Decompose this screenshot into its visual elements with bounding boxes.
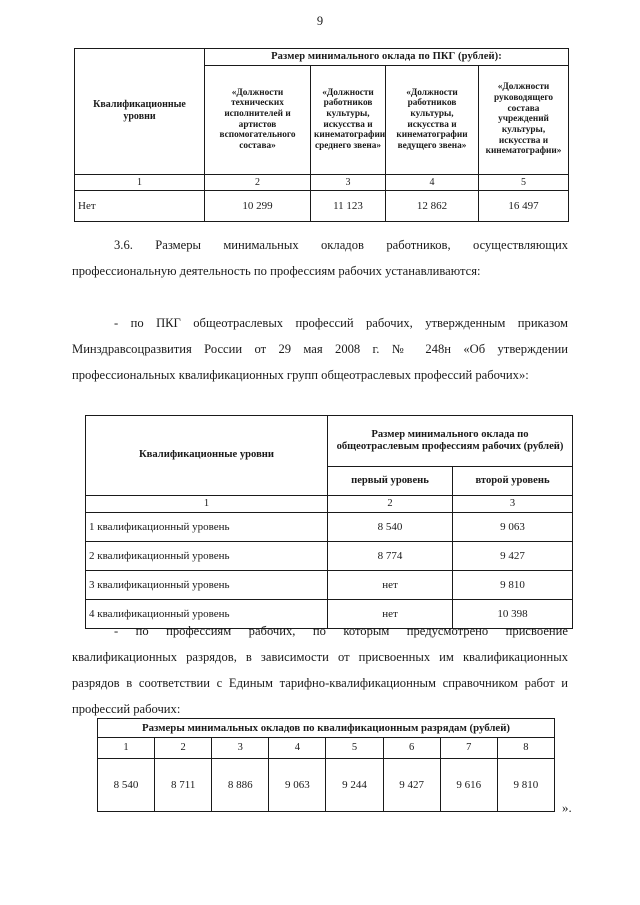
paragraph-professions-ranks: - по профессиям рабочих, по которым предусмотрено присвоение квалификационных разрядов, в зависимости от присвоенных им квалификационных разрядов в соответствии с Единым тарифно-квалификационным справочником работ и профессий рабочих: — [72, 624, 568, 716]
table2-row-1-second: 9 063 — [453, 512, 573, 541]
table2-row-label-3: 3 квалификационный уровень — [86, 570, 328, 599]
table2-col1-header: Квалификационные уровни — [86, 416, 328, 496]
table1-col-header-2: «Должности технических исполнителей и артистов вспомогательного состава» — [205, 65, 311, 174]
table1-colnum-4: 4 — [386, 174, 479, 190]
table2-row-4-second: 10 398 — [453, 599, 573, 628]
table3-title: Размеры минимальных окладов по квалификационным разрядам (рублей) — [98, 719, 555, 738]
table-qualification-ranks-salaries — [97, 718, 555, 812]
table1-col-header-4: «Должности работников культуры, искусства и кинематографии ведущего звена» — [386, 65, 479, 174]
table2-row-label-4: 4 квалификационный уровень — [86, 599, 328, 628]
table-pkg-minimum-salary — [74, 48, 569, 222]
table-row — [98, 759, 555, 812]
table3-value-7: 9 616 — [440, 759, 497, 812]
table-row — [75, 49, 569, 66]
table1-colnum-5: 5 — [479, 174, 569, 190]
table2-row-3-first: нет — [328, 570, 453, 599]
table1-col-header-3: «Должности работников культуры, искусства и кинематографии среднего звена» — [311, 65, 386, 174]
table2-number-row — [86, 496, 573, 513]
table3-colnum-1: 1 — [98, 738, 155, 759]
table2-colnum-3: 3 — [453, 496, 573, 513]
closing-quotation-mark: ». — [562, 800, 572, 815]
table3-colnum-6: 6 — [383, 738, 440, 759]
table3-colnum-7: 7 — [440, 738, 497, 759]
paragraph-pkg-order: - по ПКГ общеотраслевых профессий рабочих, утвержденным приказом Минздравсоцразвития России от 29 мая 2008 г. № 248н «Об утверждении профессиональных квалификационных групп общеотраслевых профессий рабочих»: — [72, 316, 568, 382]
table3-value-1: 8 540 — [98, 759, 155, 812]
table-row — [86, 416, 573, 467]
table1-colnum-3: 3 — [311, 174, 386, 190]
table3-colnum-2: 2 — [155, 738, 212, 759]
table2-subheader-second-level: второй уровень — [453, 467, 573, 496]
table3-value-5: 9 244 — [326, 759, 383, 812]
table3-value-2: 8 711 — [155, 759, 212, 812]
table1-col1-header: Квалификационные уровни — [75, 49, 205, 175]
table2-row-label-1: 1 квалификационный уровень — [86, 512, 328, 541]
table3-value-4: 9 063 — [269, 759, 326, 812]
table-row — [98, 719, 555, 738]
page-number: 9 — [316, 14, 324, 28]
table-row — [86, 512, 573, 541]
table-row — [86, 570, 573, 599]
table2-row-4-first: нет — [328, 599, 453, 628]
table2-span-header: Размер минимального оклада по общеотраслевым профессиям рабочих (рублей) — [328, 416, 573, 467]
table2-row-3-second: 9 810 — [453, 570, 573, 599]
table3-value-6: 9 427 — [383, 759, 440, 812]
table1-row-label: Нет — [75, 190, 205, 221]
table3-value-3: 8 886 — [212, 759, 269, 812]
table1-cell-value-2: 10 299 — [205, 190, 311, 221]
table2-subheader-first-level: первый уровень — [328, 467, 453, 496]
table-row — [75, 190, 569, 221]
table1-cell-value-4: 12 862 — [386, 190, 479, 221]
table1-cell-value-5: 16 497 — [479, 190, 569, 221]
table2-row-1-first: 8 540 — [328, 512, 453, 541]
table-row — [86, 541, 573, 570]
table2-row-2-first: 8 774 — [328, 541, 453, 570]
table3-colnum-8: 8 — [497, 738, 554, 759]
table1-col-header-5: «Должности руководящего состава учреждений культуры, искусства и кинематографии» — [479, 65, 569, 174]
table3-colnum-4: 4 — [269, 738, 326, 759]
table2-colnum-2: 2 — [328, 496, 453, 513]
table1-cell-value-3: 11 123 — [311, 190, 386, 221]
paragraph-3-6: 3.6. Размеры минимальных окладов работников, осуществляющих профессиональную деятельность по профессиям рабочих устанавливаются: — [72, 238, 568, 278]
table2-colnum-1: 1 — [86, 496, 328, 513]
table-general-trade-professions — [85, 415, 573, 629]
table3-value-8: 9 810 — [497, 759, 554, 812]
table1-colnum-2: 2 — [205, 174, 311, 190]
table1-number-row — [75, 174, 569, 190]
table3-colnum-3: 3 — [212, 738, 269, 759]
table1-colnum-1: 1 — [75, 174, 205, 190]
table3-number-row — [98, 738, 555, 759]
table2-row-2-second: 9 427 — [453, 541, 573, 570]
table3-colnum-5: 5 — [326, 738, 383, 759]
table1-span-header: Размер минимального оклада по ПКГ (рублей): — [205, 49, 569, 66]
table2-row-label-2: 2 квалификационный уровень — [86, 541, 328, 570]
